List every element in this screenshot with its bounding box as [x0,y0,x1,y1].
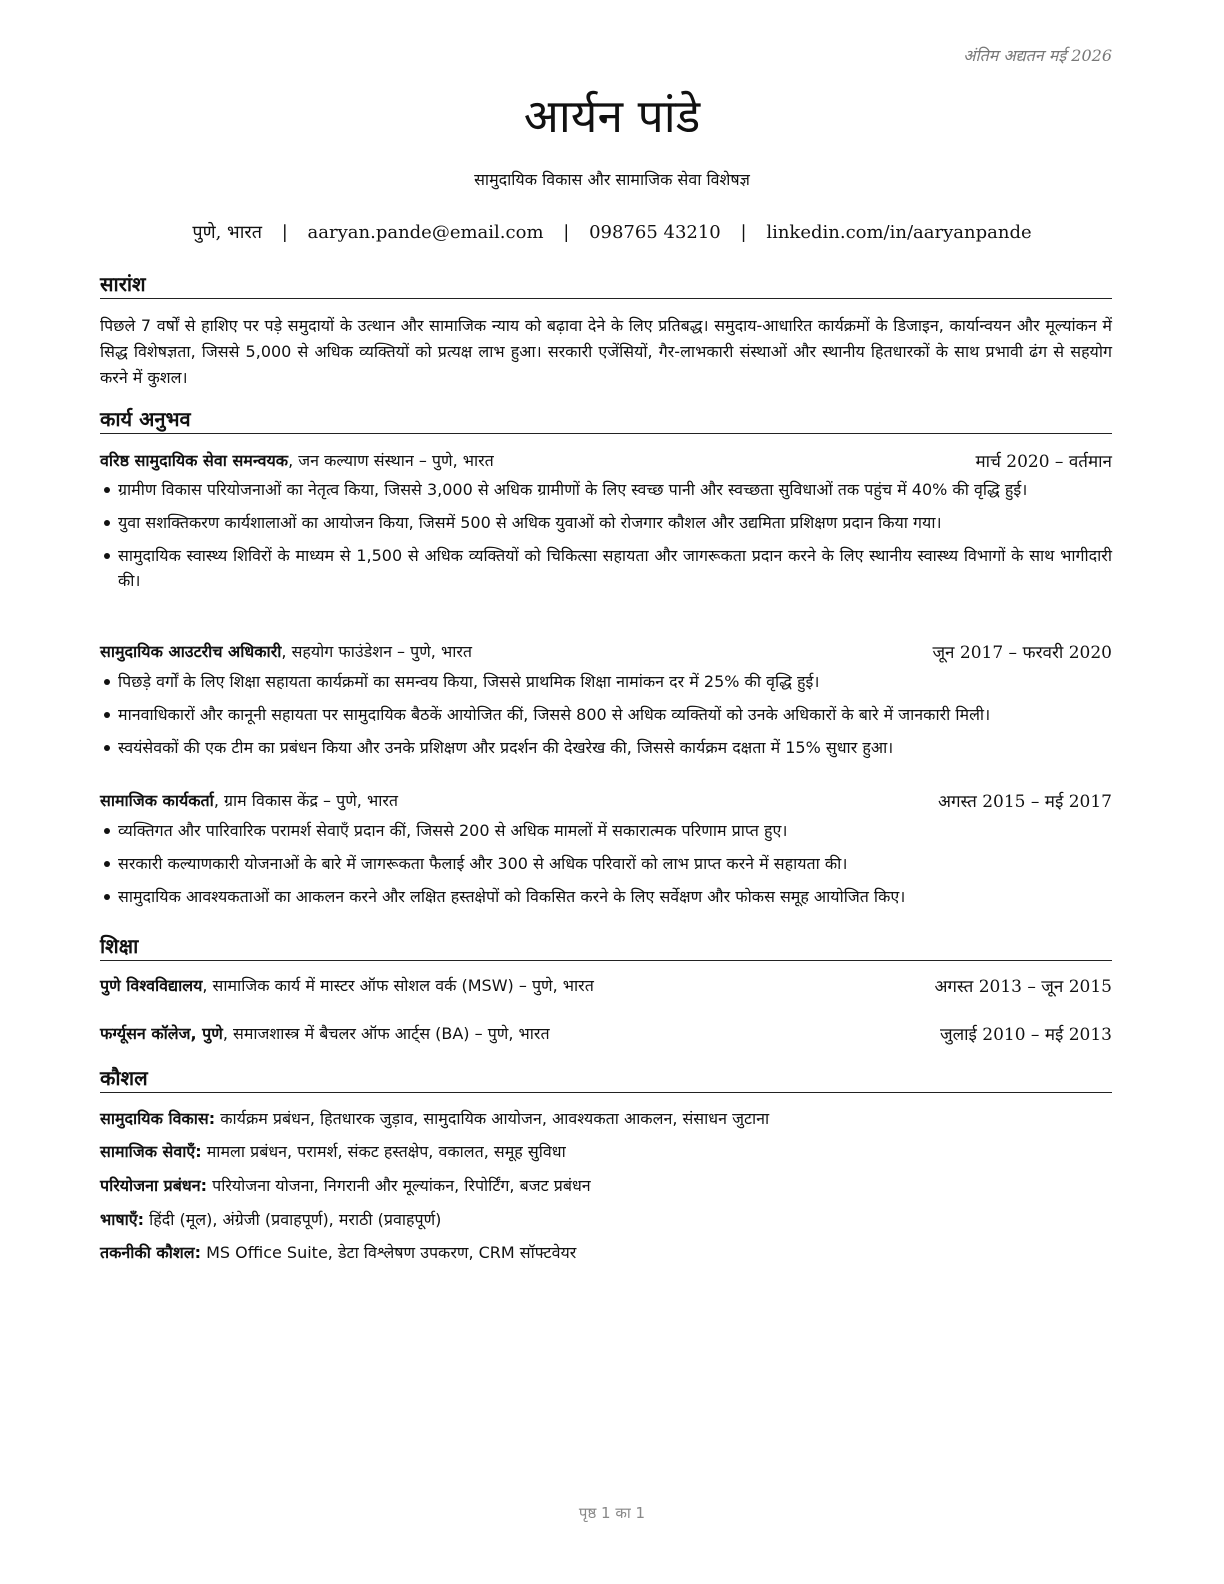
experience-heading: कार्य अनुभव [100,405,1112,434]
contact-phone: 098765 43210 [589,222,721,243]
skill-value: हिंदी (मूल), अंग्रेजी (प्रवाहपूर्ण), मराठी (प्रवाहपूर्ण) [144,1210,442,1229]
contact-line [0,220,1224,244]
skill-label: परियोजना प्रबंधन: [100,1176,208,1195]
list-item: ग्रामीण विकास परियोजनाओं का नेतृत्व किया, जिससे 3,000 से अधिक ग्रामीणों के लिए स्वच्छ पानी और स्वच्छता सुविधाओं तक पहुंच में 40% की वृद्धि हुई। [100,477,1112,502]
skill-line [100,1174,1112,1196]
list-item: मानवाधिकारों और कानूनी सहायता पर सामुदायिक बैठकें आयोजित कीं, जिससे 800 से अधिक व्यक्तियों को उनके अधिकारों के बारे में जानकारी मिली। [100,702,1112,727]
job-title: सामुदायिक आउटरीच अधिकारी [100,642,282,661]
education-school: फर्ग्यूसन कॉलेज, पुणे [100,1024,223,1043]
contact-separator: | [740,222,747,243]
education-school: पुणे विश्वविद्यालय [100,976,203,995]
skill-label: भाषाएँ: [100,1210,145,1229]
skill-line [100,1140,1112,1162]
list-item: सरकारी कल्याणकारी योजनाओं के बारे में जागरूकता फैलाई और 300 से अधिक परिवारों को लाभ प्राप्त करने में सहायता की। [100,851,1112,876]
education-date: अगस्त 2013 – जून 2015 [934,977,1112,997]
job-date: मार्च 2020 – वर्तमान [975,452,1112,472]
list-item: सामुदायिक स्वास्थ्य शिविरों के माध्यम से 1,500 से अधिक व्यक्तियों को चिकित्सा सहायता और जागरूकता प्रदान करने के लिए स्थानीय स्वास्थ्य विभागों के साथ भागीदारी की। [100,543,1112,593]
list-item: युवा सशक्तिकरण कार्यशालाओं का आयोजन किया, जिसमें 500 से अधिक युवाओं को रोजगार कौशल और उद्यमिता प्रशिक्षण प्रदान किया गया। [100,510,1112,535]
skill-label: तकनीकी कौशल: [100,1243,201,1262]
list-item: व्यक्तिगत और पारिवारिक परामर्श सेवाएँ प्रदान कीं, जिससे 200 से अधिक मामलों में सकारात्मक परिणाम प्राप्त हुए। [100,818,1112,843]
last-updated: अंतिम अद्यतन मई 2026 [963,46,1112,65]
summary-text: पिछले 7 वर्षों से हाशिए पर पड़े समुदायों के उत्थान और सामाजिक न्याय को बढ़ावा देने के लिए प्रतिबद्ध। समुदाय-आधारित कार्यक्रमों के डिजाइन, कार्यान्वयन और मूल्यांकन में सिद्ध विशेषज्ञता, जिससे 5,000 से अधिक व्यक्तियों को प्रत्यक्ष लाभ हुआ। सरकारी एजेंसियों, गैर-लाभकारी संस्थाओं और स्थानीय हितधारकों के साथ प्रभावी ढंग से सहयोग करने में कुशल। [100,316,1112,387]
job-header [100,449,1112,472]
page-number: पृष्ठ 1 का 1 [578,1504,646,1522]
job-date: अगस्त 2015 – मई 2017 [937,792,1112,812]
job-org: , ग्राम विकास केंद्र – पुणे, भारत [213,791,399,810]
skill-label: सामाजिक सेवाएँ: [100,1142,202,1161]
job-title-org [100,789,398,812]
job-title-org [100,640,472,663]
skill-label: सामुदायिक विकास: [100,1109,216,1128]
job-header [100,640,1112,663]
skill-value: कार्यक्रम प्रबंधन, हितधारक जुड़ाव, सामुदायिक आयोजन, आवश्यकता आकलन, संसाधन जुटाना [215,1109,770,1128]
job-bullets [100,477,1112,601]
contact-email[interactable]: aaryan.pande@email.com [307,222,544,243]
education-detail: , सामाजिक कार्य में मास्टर ऑफ सोशल वर्क (MSW) – पुणे, भारत [202,976,594,995]
contact-location: पुणे, भारत [192,222,262,243]
education-school-detail [100,974,594,997]
contact-separator: | [281,222,288,243]
job-title: सामाजिक कार्यकर्ता [100,791,214,810]
list-item: सामुदायिक आवश्यकताओं का आकलन करने और लक्षित हस्तक्षेपों को विकसित करने के लिए सर्वेक्षण और फोकस समूह आयोजित किए। [100,884,1112,909]
education-entry [100,1022,1112,1045]
contact-separator: | [563,222,570,243]
job-header [100,789,1112,812]
education-entry [100,974,1112,997]
job-bullets [100,818,1112,917]
job-org: , सहयोग फाउंडेशन – पुणे, भारत [281,642,473,661]
job-org: , जन कल्याण संस्थान – पुणे, भारत [288,451,494,470]
job-title-org [100,449,494,472]
job-date: जून 2017 – फरवरी 2020 [932,643,1112,663]
list-item: स्वयंसेवकों की एक टीम का प्रबंधन किया और उनके प्रशिक्षण और प्रदर्शन की देखरेख की, जिससे कार्यक्रम दक्षता में 15% सुधार हुआ। [100,735,1112,760]
job-bullets [100,669,1112,768]
education-date: जुलाई 2010 – मई 2013 [939,1025,1112,1045]
skill-line [100,1241,1112,1263]
summary-heading: सारांश [100,270,1112,299]
education-school-detail [100,1022,550,1045]
contact-linkedin[interactable]: linkedin.com/in/aaryanpande [766,222,1032,243]
education-detail: , समाजशास्त्र में बैचलर ऑफ आर्ट्स (BA) – पुणे, भारत [222,1024,550,1043]
list-item: पिछड़े वर्गों के लिए शिक्षा सहायता कार्यक्रमों का समन्वय किया, जिससे प्राथमिक शिक्षा नामांकन दर में 25% की वृद्धि हुई। [100,669,1112,694]
skill-line [100,1208,1112,1230]
skill-line [100,1107,1112,1129]
tagline: सामुदायिक विकास और सामाजिक सेवा विशेषज्ञ [474,170,750,189]
job-title: वरिष्ठ सामुदायिक सेवा समन्वयक [100,451,289,470]
skill-value: MS Office Suite, डेटा विश्लेषण उपकरण, CRM सॉफ्टवेयर [201,1243,577,1262]
skill-value: परियोजना योजना, निगरानी और मूल्यांकन, रिपोर्टिंग, बजट प्रबंधन [207,1176,591,1195]
education-heading: शिक्षा [100,932,1112,961]
skills-heading: कौशल [100,1064,1112,1093]
candidate-name: आर्यन पांडे [523,89,701,143]
skill-value: मामला प्रबंधन, परामर्श, संकट हस्तक्षेप, वकालत, समूह सुविधा [201,1142,566,1161]
